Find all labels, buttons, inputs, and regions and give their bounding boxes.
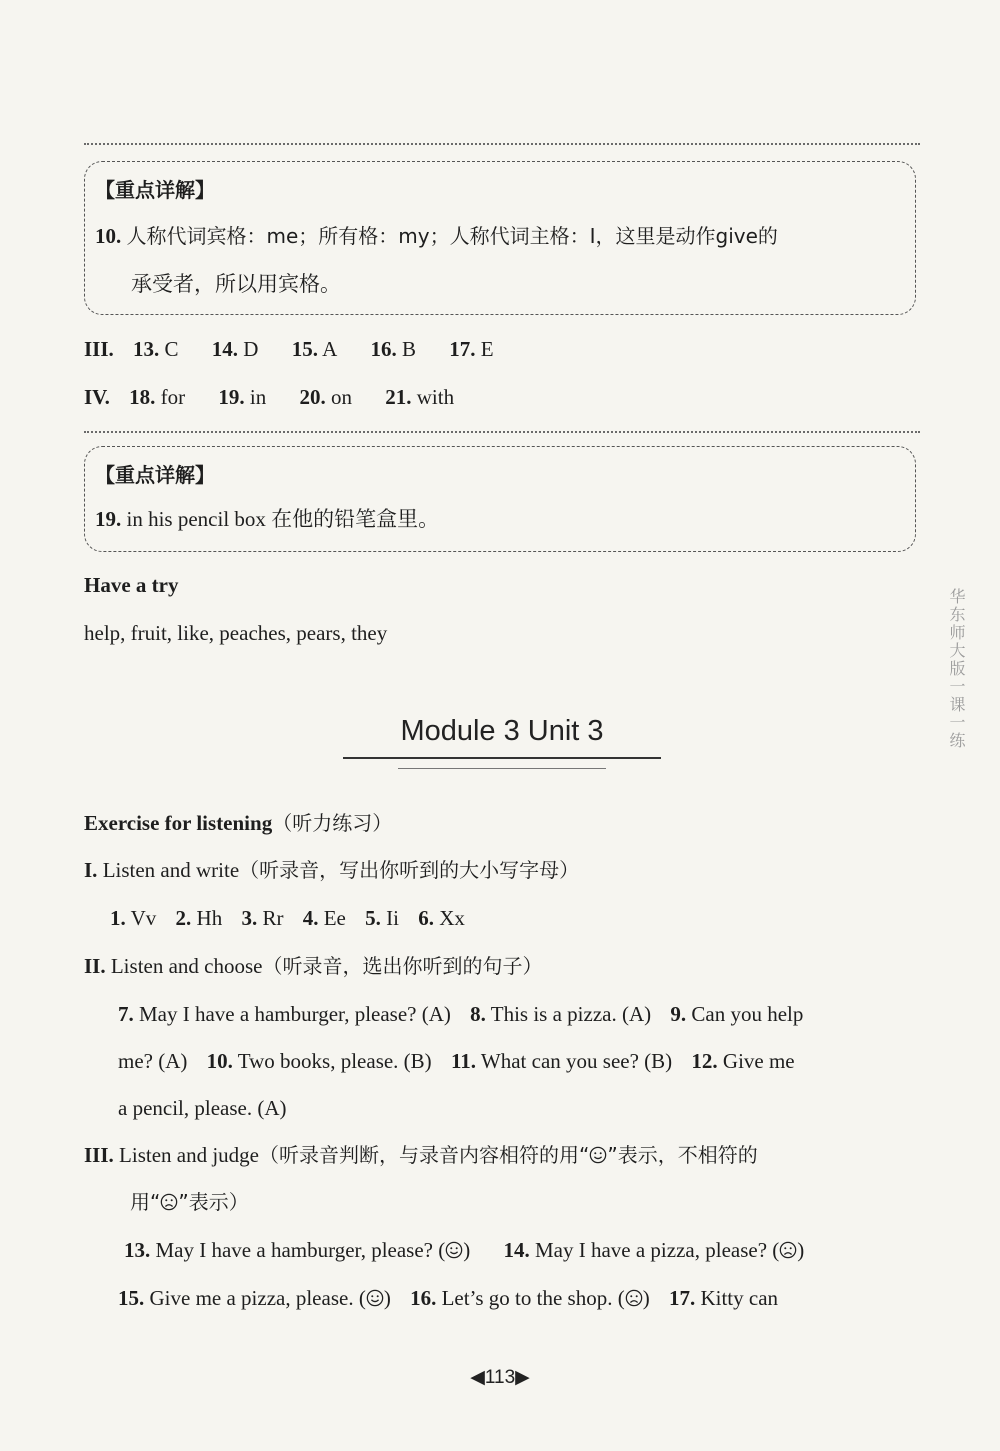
section-I-instruction	[84, 856, 579, 884]
answer: Vv	[130, 906, 157, 930]
answer: for	[160, 385, 186, 409]
smiley-face-icon	[366, 1289, 384, 1307]
title-rule	[343, 757, 661, 759]
section-III-line1	[124, 1236, 804, 1264]
answer: A	[322, 337, 338, 361]
sad-face-icon	[160, 1193, 178, 1211]
section-roman: III.	[84, 337, 114, 361]
section-roman: IV.	[84, 385, 110, 409]
instruction-text: Listen and choose	[110, 954, 263, 978]
key-points-box	[84, 446, 916, 552]
item-number: 6.	[418, 906, 434, 930]
answer: )	[642, 1286, 650, 1310]
answer: Two books, please. (B)	[237, 1049, 432, 1073]
section-roman: I.	[84, 858, 98, 882]
dotted-divider	[84, 431, 920, 433]
item-number: 1.	[110, 906, 126, 930]
answer: )	[383, 1286, 391, 1310]
instruction-cn: ”表示）	[178, 1190, 249, 1214]
answer: Ee	[323, 906, 346, 930]
have-a-try-heading: Have a try	[84, 573, 179, 597]
answer: Kitty can	[700, 1286, 779, 1310]
answer: in	[249, 385, 267, 409]
section-II-instruction	[84, 952, 542, 980]
instruction-cn: 用“	[130, 1190, 161, 1214]
answers-section-IV	[84, 383, 454, 411]
answer: Hh	[196, 906, 223, 930]
section-I-answers	[110, 904, 465, 932]
explanation-text: 人称代词宾格：me；所有格：my；人称代词主格：I，这里是动作give的	[126, 224, 778, 248]
item-number: 5.	[365, 906, 381, 930]
answer: Give me	[722, 1049, 795, 1073]
instruction-text: Listen and judge	[119, 1143, 259, 1167]
section-II-line1	[118, 1000, 803, 1028]
section-roman: II.	[84, 954, 106, 978]
key-points-line	[95, 222, 778, 250]
answer: May I have a hamburger, please? (	[155, 1238, 446, 1262]
instruction-cn: （听录音，写出你听到的大小写字母）	[239, 858, 580, 882]
item-number: 11.	[450, 1049, 477, 1073]
answer: Give me a pizza, please. (	[149, 1286, 366, 1310]
answer: Ii	[386, 906, 399, 930]
answer: Xx	[439, 906, 465, 930]
smiley-face-icon	[445, 1241, 463, 1259]
explanation-text: in his pencil box 在他的铅笔盒里。	[126, 507, 440, 531]
page-right-arrow-icon: ▶	[515, 1367, 530, 1388]
item-number: 4.	[302, 906, 319, 930]
item-number: 15.	[118, 1286, 145, 1310]
item-number: 12.	[691, 1049, 718, 1073]
answer: )	[797, 1238, 805, 1262]
item-number: 2.	[175, 906, 192, 930]
item-number: 10.	[206, 1049, 233, 1073]
section-roman: III.	[84, 1143, 114, 1167]
item-number: 21.	[385, 385, 412, 409]
answer: Let’s go to the shop. (	[441, 1286, 625, 1310]
item-number: 17.	[668, 1286, 696, 1310]
explanation-text-cont: 承受者，所以用宾格。	[131, 272, 341, 296]
key-points-box	[84, 161, 916, 315]
item-number: 17.	[449, 337, 476, 361]
answers-section-III	[84, 335, 494, 363]
answer: on	[330, 385, 352, 409]
listening-heading	[84, 809, 392, 837]
title-rule	[398, 768, 606, 769]
page-left-arrow-icon: ◀	[470, 1367, 485, 1388]
item-number: 10.	[95, 224, 122, 248]
section-II-line3: a pencil, please. (A)	[118, 1096, 287, 1120]
item-number: 16.	[370, 337, 397, 361]
answer: What can you see? (B)	[480, 1049, 673, 1073]
key-points-heading: 【重点详解】	[95, 463, 215, 487]
item-number: 20.	[299, 385, 326, 409]
answer: Rr	[262, 906, 284, 930]
answer: B	[401, 337, 416, 361]
answer: D	[243, 337, 259, 361]
item-number: 13.	[133, 337, 160, 361]
section-III-instruction-cont	[130, 1188, 249, 1216]
item-number: 19.	[218, 385, 245, 409]
sad-face-icon	[625, 1289, 643, 1307]
have-a-try-answers: help, fruit, like, peaches, pears, they	[84, 621, 388, 645]
answer: with	[416, 385, 455, 409]
item-number: 15.	[291, 337, 318, 361]
section-heading-cn: （听力练习）	[272, 811, 393, 835]
page-number-value: 113	[484, 1367, 516, 1388]
sad-face-icon	[779, 1241, 797, 1259]
page-number	[0, 1366, 1000, 1389]
instruction-cn: （听录音判断，与录音内容相符的用“	[259, 1143, 590, 1167]
side-margin-text: 华东师大版一课一练	[947, 588, 966, 750]
key-points-heading: 【重点详解】	[95, 178, 215, 202]
section-III-instruction	[84, 1141, 758, 1169]
section-III-line2	[118, 1284, 778, 1312]
item-number: 14.	[211, 337, 239, 361]
item-number: 16.	[410, 1286, 437, 1310]
item-number: 8.	[470, 1002, 486, 1026]
item-number: 13.	[124, 1238, 151, 1262]
smiley-face-icon	[589, 1146, 607, 1164]
section-II-line2	[118, 1047, 795, 1075]
item-number: 19.	[95, 507, 122, 531]
module-title: Module 3 Unit 3	[400, 715, 604, 747]
answer: me? (A)	[118, 1049, 188, 1073]
answer: C	[164, 337, 179, 361]
answer: )	[463, 1238, 471, 1262]
key-points-line	[95, 505, 439, 533]
item-number: 9.	[670, 1002, 687, 1026]
answer: Can you help	[691, 1002, 804, 1026]
answer: May I have a hamburger, please? (A)	[139, 1002, 451, 1026]
instruction-text: Listen and write	[102, 858, 240, 882]
item-number: 3.	[241, 906, 258, 930]
instruction-cn: ”表示，不相符的	[607, 1143, 758, 1167]
item-number: 18.	[129, 385, 156, 409]
section-heading: Exercise for listening	[84, 811, 273, 835]
item-number: 7.	[118, 1002, 134, 1026]
answer: This is a pizza. (A)	[490, 1002, 652, 1026]
instruction-cn: （听录音，选出你听到的句子）	[262, 954, 543, 978]
answer: E	[480, 337, 494, 361]
answer: May I have a pizza, please? (	[534, 1238, 780, 1262]
item-number: 14.	[503, 1238, 530, 1262]
dotted-divider	[84, 143, 920, 145]
